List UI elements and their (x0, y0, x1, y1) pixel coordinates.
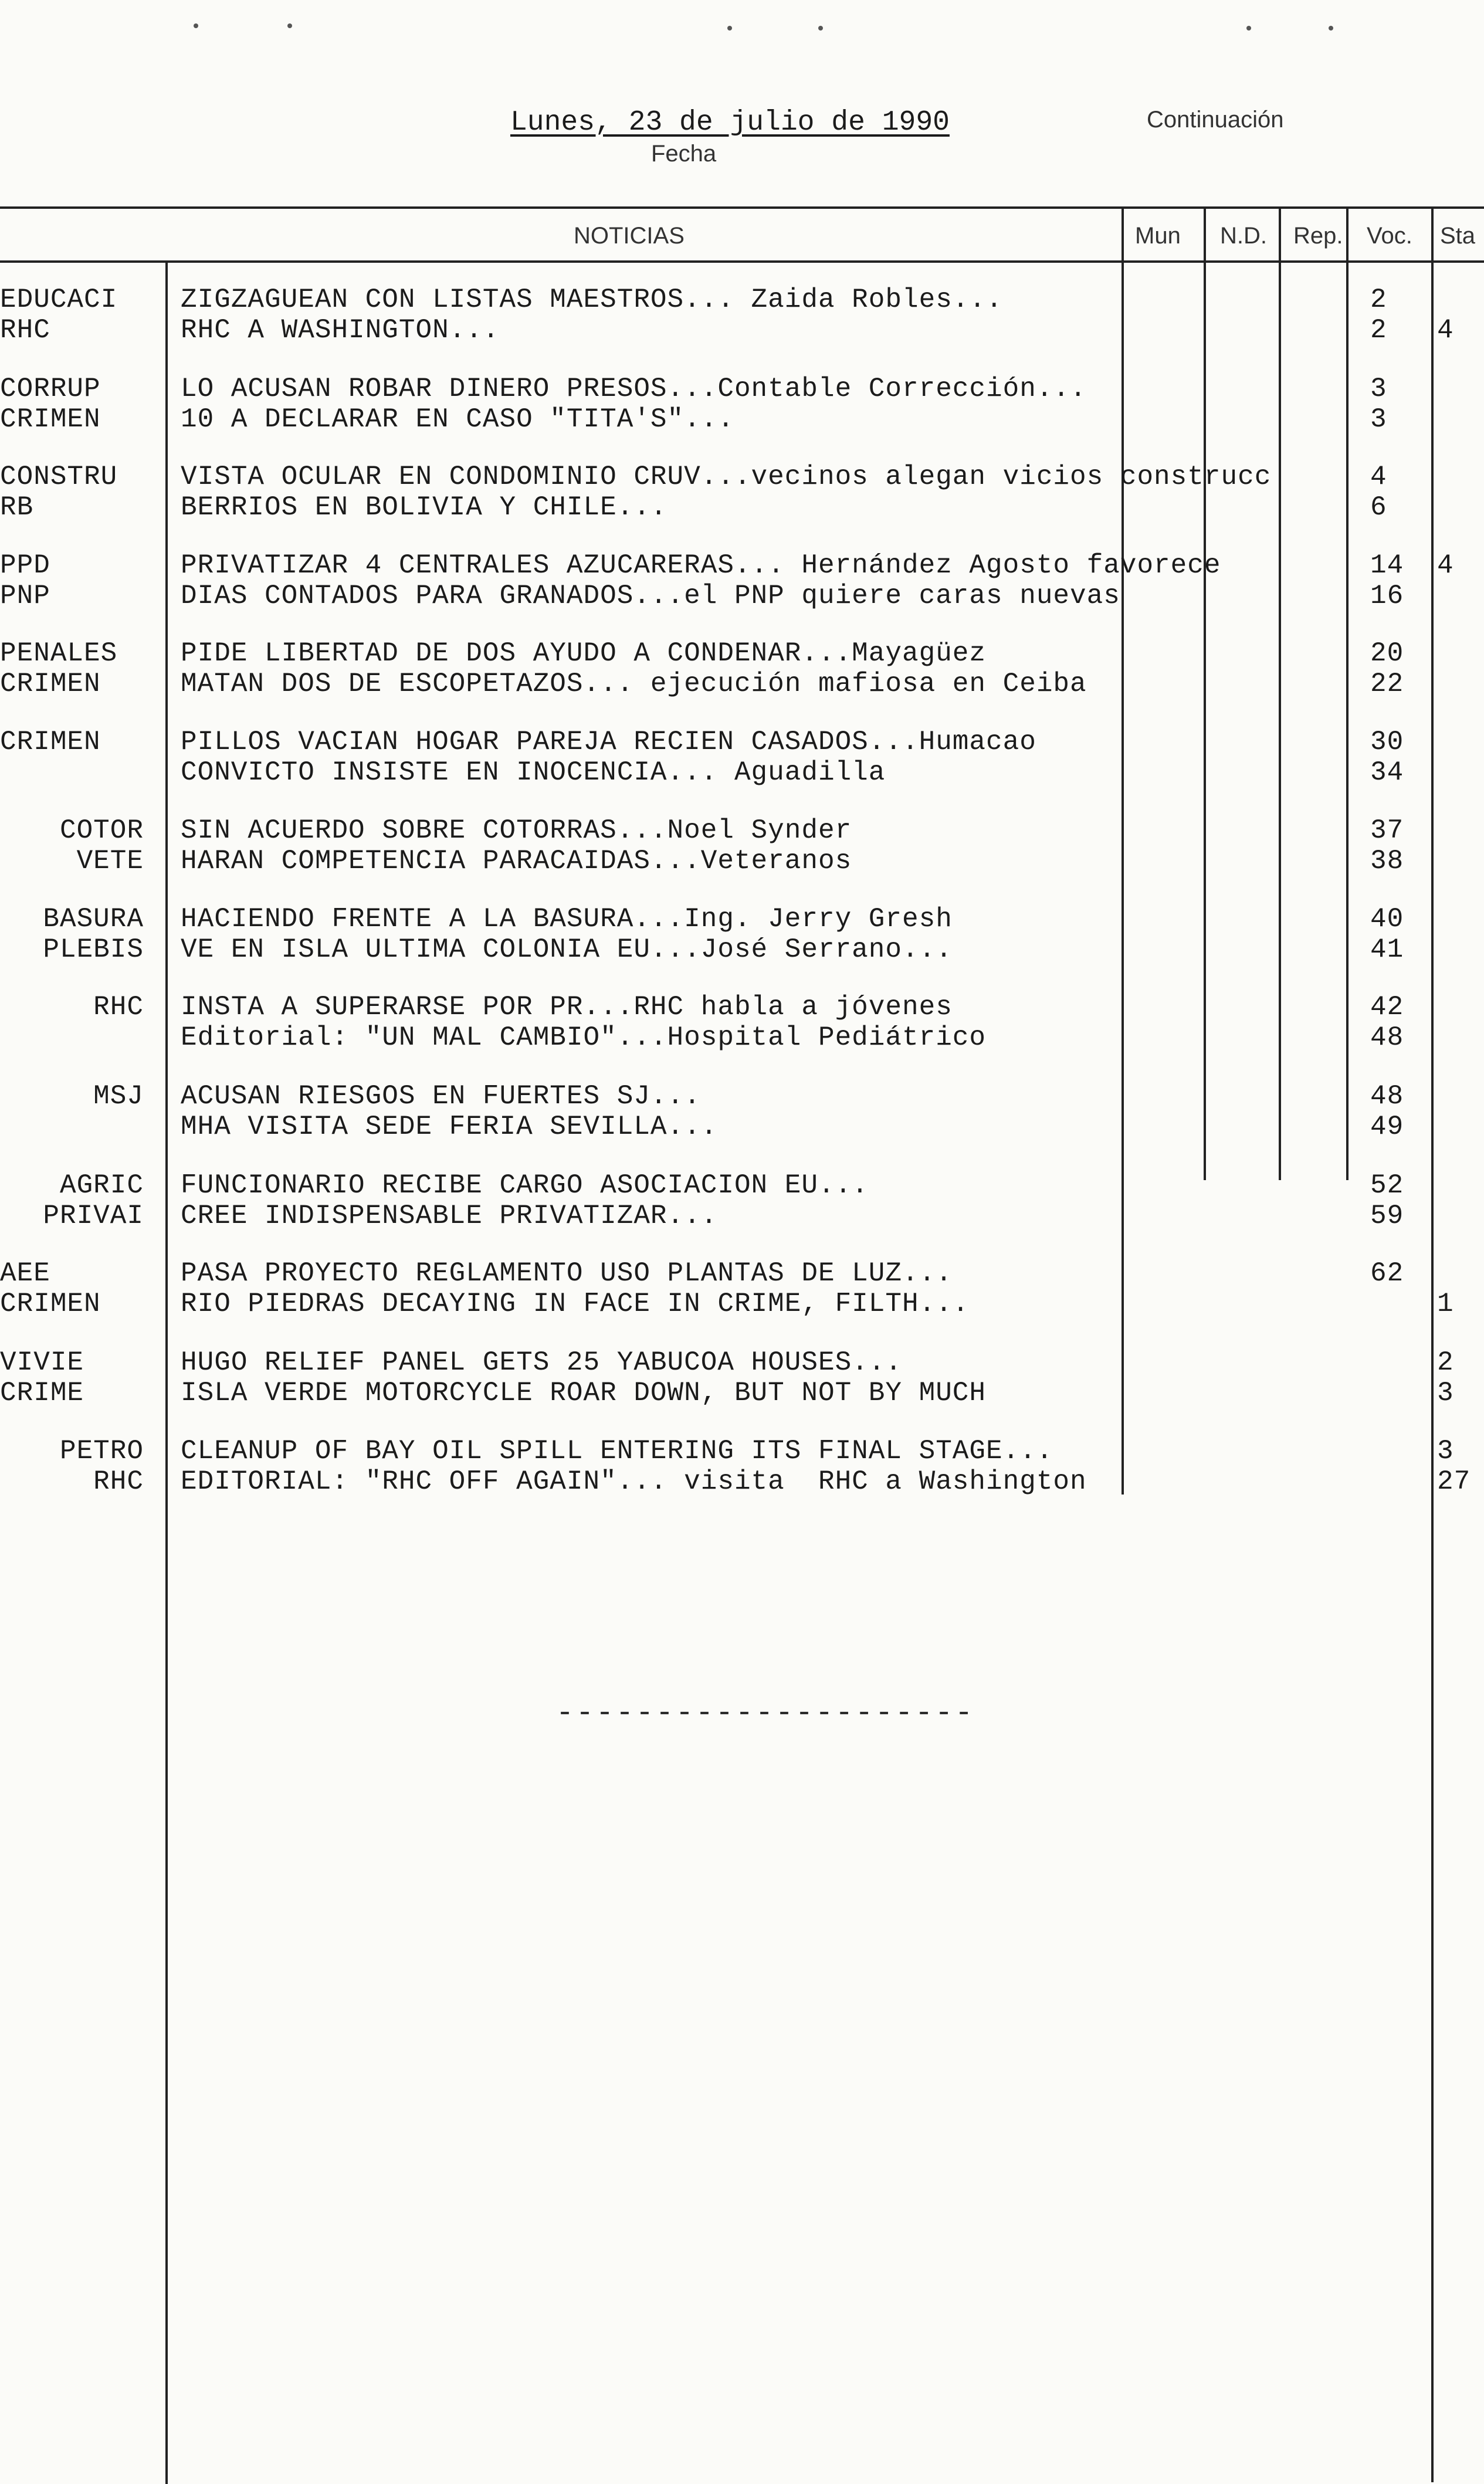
row-headline: HUGO RELIEF PANEL GETS 25 YABUCOA HOUSES... (181, 1347, 902, 1378)
row-headline: 10 A DECLARAR EN CASO "TITA'S"... (181, 404, 734, 435)
row-category: PENALES (0, 638, 118, 669)
row-voc-value: 42 (1370, 992, 1404, 1022)
row-sta-value: 3 (1437, 1378, 1454, 1408)
scan-speck (727, 26, 732, 31)
row-headline: EDITORIAL: "RHC OFF AGAIN"... visita RHC a Washington (181, 1466, 1087, 1497)
row-category: CRIMEN (0, 1289, 101, 1319)
column-header-rep: Rep. (1293, 223, 1343, 249)
row-voc-value: 34 (1370, 757, 1404, 788)
row-voc-value: 2 (1370, 315, 1387, 345)
row-voc-value: 4 (1370, 462, 1387, 492)
row-category: CORRUP (0, 374, 101, 404)
row-category: COTOR (59, 815, 144, 846)
row-sta-value: 4 (1437, 550, 1454, 581)
row-voc-value: 3 (1370, 404, 1387, 435)
row-category: RHC (93, 992, 144, 1022)
row-voc-value: 59 (1370, 1201, 1404, 1231)
row-sta-value: 4 (1437, 315, 1454, 345)
row-voc-value: 52 (1370, 1170, 1404, 1201)
row-voc-value: 62 (1370, 1258, 1404, 1289)
row-category: PPD (0, 550, 50, 581)
row-headline: CREE INDISPENSABLE PRIVATIZAR... (181, 1201, 718, 1231)
col-divider-sta (1431, 206, 1434, 2482)
row-voc-value: 48 (1370, 1081, 1404, 1111)
column-header-voc: Voc. (1367, 223, 1412, 249)
scan-speck (1329, 26, 1333, 31)
row-category: MSJ (93, 1081, 144, 1111)
scan-speck (287, 23, 292, 28)
row-voc-value: 41 (1370, 934, 1404, 965)
row-voc-value: 40 (1370, 904, 1404, 934)
row-voc-value: 49 (1370, 1111, 1404, 1142)
row-headline: INSTA A SUPERARSE POR PR...RHC habla a jóvenes (181, 992, 953, 1022)
row-voc-value: 20 (1370, 638, 1404, 669)
row-category: VIVIE (0, 1347, 84, 1378)
row-headline: PIDE LIBERTAD DE DOS AYUDO A CONDENAR...Mayagüez (181, 638, 987, 669)
row-voc-value: 38 (1370, 846, 1404, 876)
row-category: RHC (93, 1466, 144, 1497)
row-headline: SIN ACUERDO SOBRE COTORRAS...Noel Synder (181, 815, 852, 846)
row-category: BASURA (43, 904, 144, 934)
row-headline: RHC A WASHINGTON... (181, 315, 500, 345)
date-label: Fecha (651, 141, 717, 167)
row-headline: ISLA VERDE MOTORCYCLE ROAR DOWN, BUT NOT BY MUCH (181, 1378, 987, 1408)
row-headline: MATAN DOS DE ESCOPETAZOS... ejecución mafiosa en Ceiba (181, 669, 1087, 699)
row-category: CRIMEN (0, 727, 101, 757)
column-header-nd: N.D. (1220, 223, 1267, 249)
row-category: PLEBIS (43, 934, 144, 965)
row-voc-value: 6 (1370, 492, 1387, 523)
col-divider-mun (1122, 206, 1124, 1495)
end-separator: --------------------- (556, 1697, 975, 1730)
col-divider-category (165, 260, 168, 2484)
column-header-sta: Sta (1440, 223, 1476, 249)
row-headline: VE EN ISLA ULTIMA COLONIA EU...José Serrano... (181, 934, 953, 965)
row-headline: BERRIOS EN BOLIVIA Y CHILE... (181, 492, 668, 523)
row-category: RHC (0, 315, 50, 345)
column-header-noticias: NOTICIAS (574, 223, 685, 249)
row-category: CRIMEN (0, 404, 101, 435)
row-headline: DIAS CONTADOS PARA GRANADOS...el PNP quiere caras nuevas (181, 581, 1120, 611)
row-headline: ACUSAN RIESGOS EN FUERTES SJ... (181, 1081, 701, 1111)
row-voc-value: 2 (1370, 284, 1387, 315)
row-category: RB (0, 492, 34, 523)
header-top-rule (0, 206, 1484, 209)
row-headline: FUNCIONARIO RECIBE CARGO ASOCIACION EU... (181, 1170, 869, 1201)
row-headline: PILLOS VACIAN HOGAR PAREJA RECIEN CASADOS...Humacao (181, 727, 1036, 757)
row-sta-value: 1 (1437, 1289, 1454, 1319)
row-headline: PRIVATIZAR 4 CENTRALES AZUCARERAS... Hernández Agosto favorece (181, 550, 1221, 581)
row-headline: CONVICTO INSISTE EN INOCENCIA... Aguadilla (181, 757, 886, 788)
row-voc-value: 16 (1370, 581, 1404, 611)
row-headline: Editorial: "UN MAL CAMBIO"...Hospital Pediátrico (181, 1022, 987, 1053)
row-voc-value: 30 (1370, 727, 1404, 757)
row-sta-value: 2 (1437, 1347, 1454, 1378)
row-category: AGRIC (59, 1170, 144, 1201)
row-sta-value: 3 (1437, 1436, 1454, 1466)
row-category: CRIME (0, 1378, 84, 1408)
row-category: PRIVAI (43, 1201, 144, 1231)
row-category: PETRO (59, 1436, 144, 1466)
header-bottom-rule (0, 260, 1484, 263)
scan-speck (194, 23, 198, 28)
row-headline: HACIENDO FRENTE A LA BASURA...Ing. Jerry Gresh (181, 904, 953, 934)
row-category: VETE (76, 846, 144, 876)
scan-speck (818, 26, 823, 31)
col-divider-voc (1346, 206, 1349, 1180)
row-headline: CLEANUP OF BAY OIL SPILL ENTERING ITS FINAL STAGE... (181, 1436, 1053, 1466)
date-field: Lunes, 23 de julio de 1990 (510, 107, 950, 138)
row-voc-value: 48 (1370, 1022, 1404, 1053)
row-headline: LO ACUSAN ROBAR DINERO PRESOS...Contable Corrección... (181, 374, 1087, 404)
row-voc-value: 37 (1370, 815, 1404, 846)
scan-speck (1246, 26, 1251, 31)
continuation-label: Continuación (1147, 107, 1284, 133)
row-voc-value: 22 (1370, 669, 1404, 699)
row-category: PNP (0, 581, 50, 611)
row-headline: HARAN COMPETENCIA PARACAIDAS...Veteranos (181, 846, 852, 876)
column-header-mun: Mun (1135, 223, 1181, 249)
row-sta-value: 27 (1437, 1466, 1471, 1497)
row-category: AEE (0, 1258, 50, 1289)
col-divider-rep (1279, 206, 1281, 1180)
col-divider-nd (1204, 206, 1206, 1180)
row-category: CONSTRU (0, 462, 118, 492)
row-headline: ZIGZAGUEAN CON LISTAS MAESTROS... Zaida Robles... (181, 284, 1003, 315)
row-headline: PASA PROYECTO REGLAMENTO USO PLANTAS DE LUZ... (181, 1258, 953, 1289)
row-category: CRIMEN (0, 669, 101, 699)
row-headline: VISTA OCULAR EN CONDOMINIO CRUV...vecinos alegan vicios construcc (181, 462, 1272, 492)
row-voc-value: 14 (1370, 550, 1404, 581)
row-headline: RIO PIEDRAS DECAYING IN FACE IN CRIME, FILTH... (181, 1289, 970, 1319)
row-headline: MHA VISITA SEDE FERIA SEVILLA... (181, 1111, 718, 1142)
row-voc-value: 3 (1370, 374, 1387, 404)
row-category: EDUCACI (0, 284, 118, 315)
